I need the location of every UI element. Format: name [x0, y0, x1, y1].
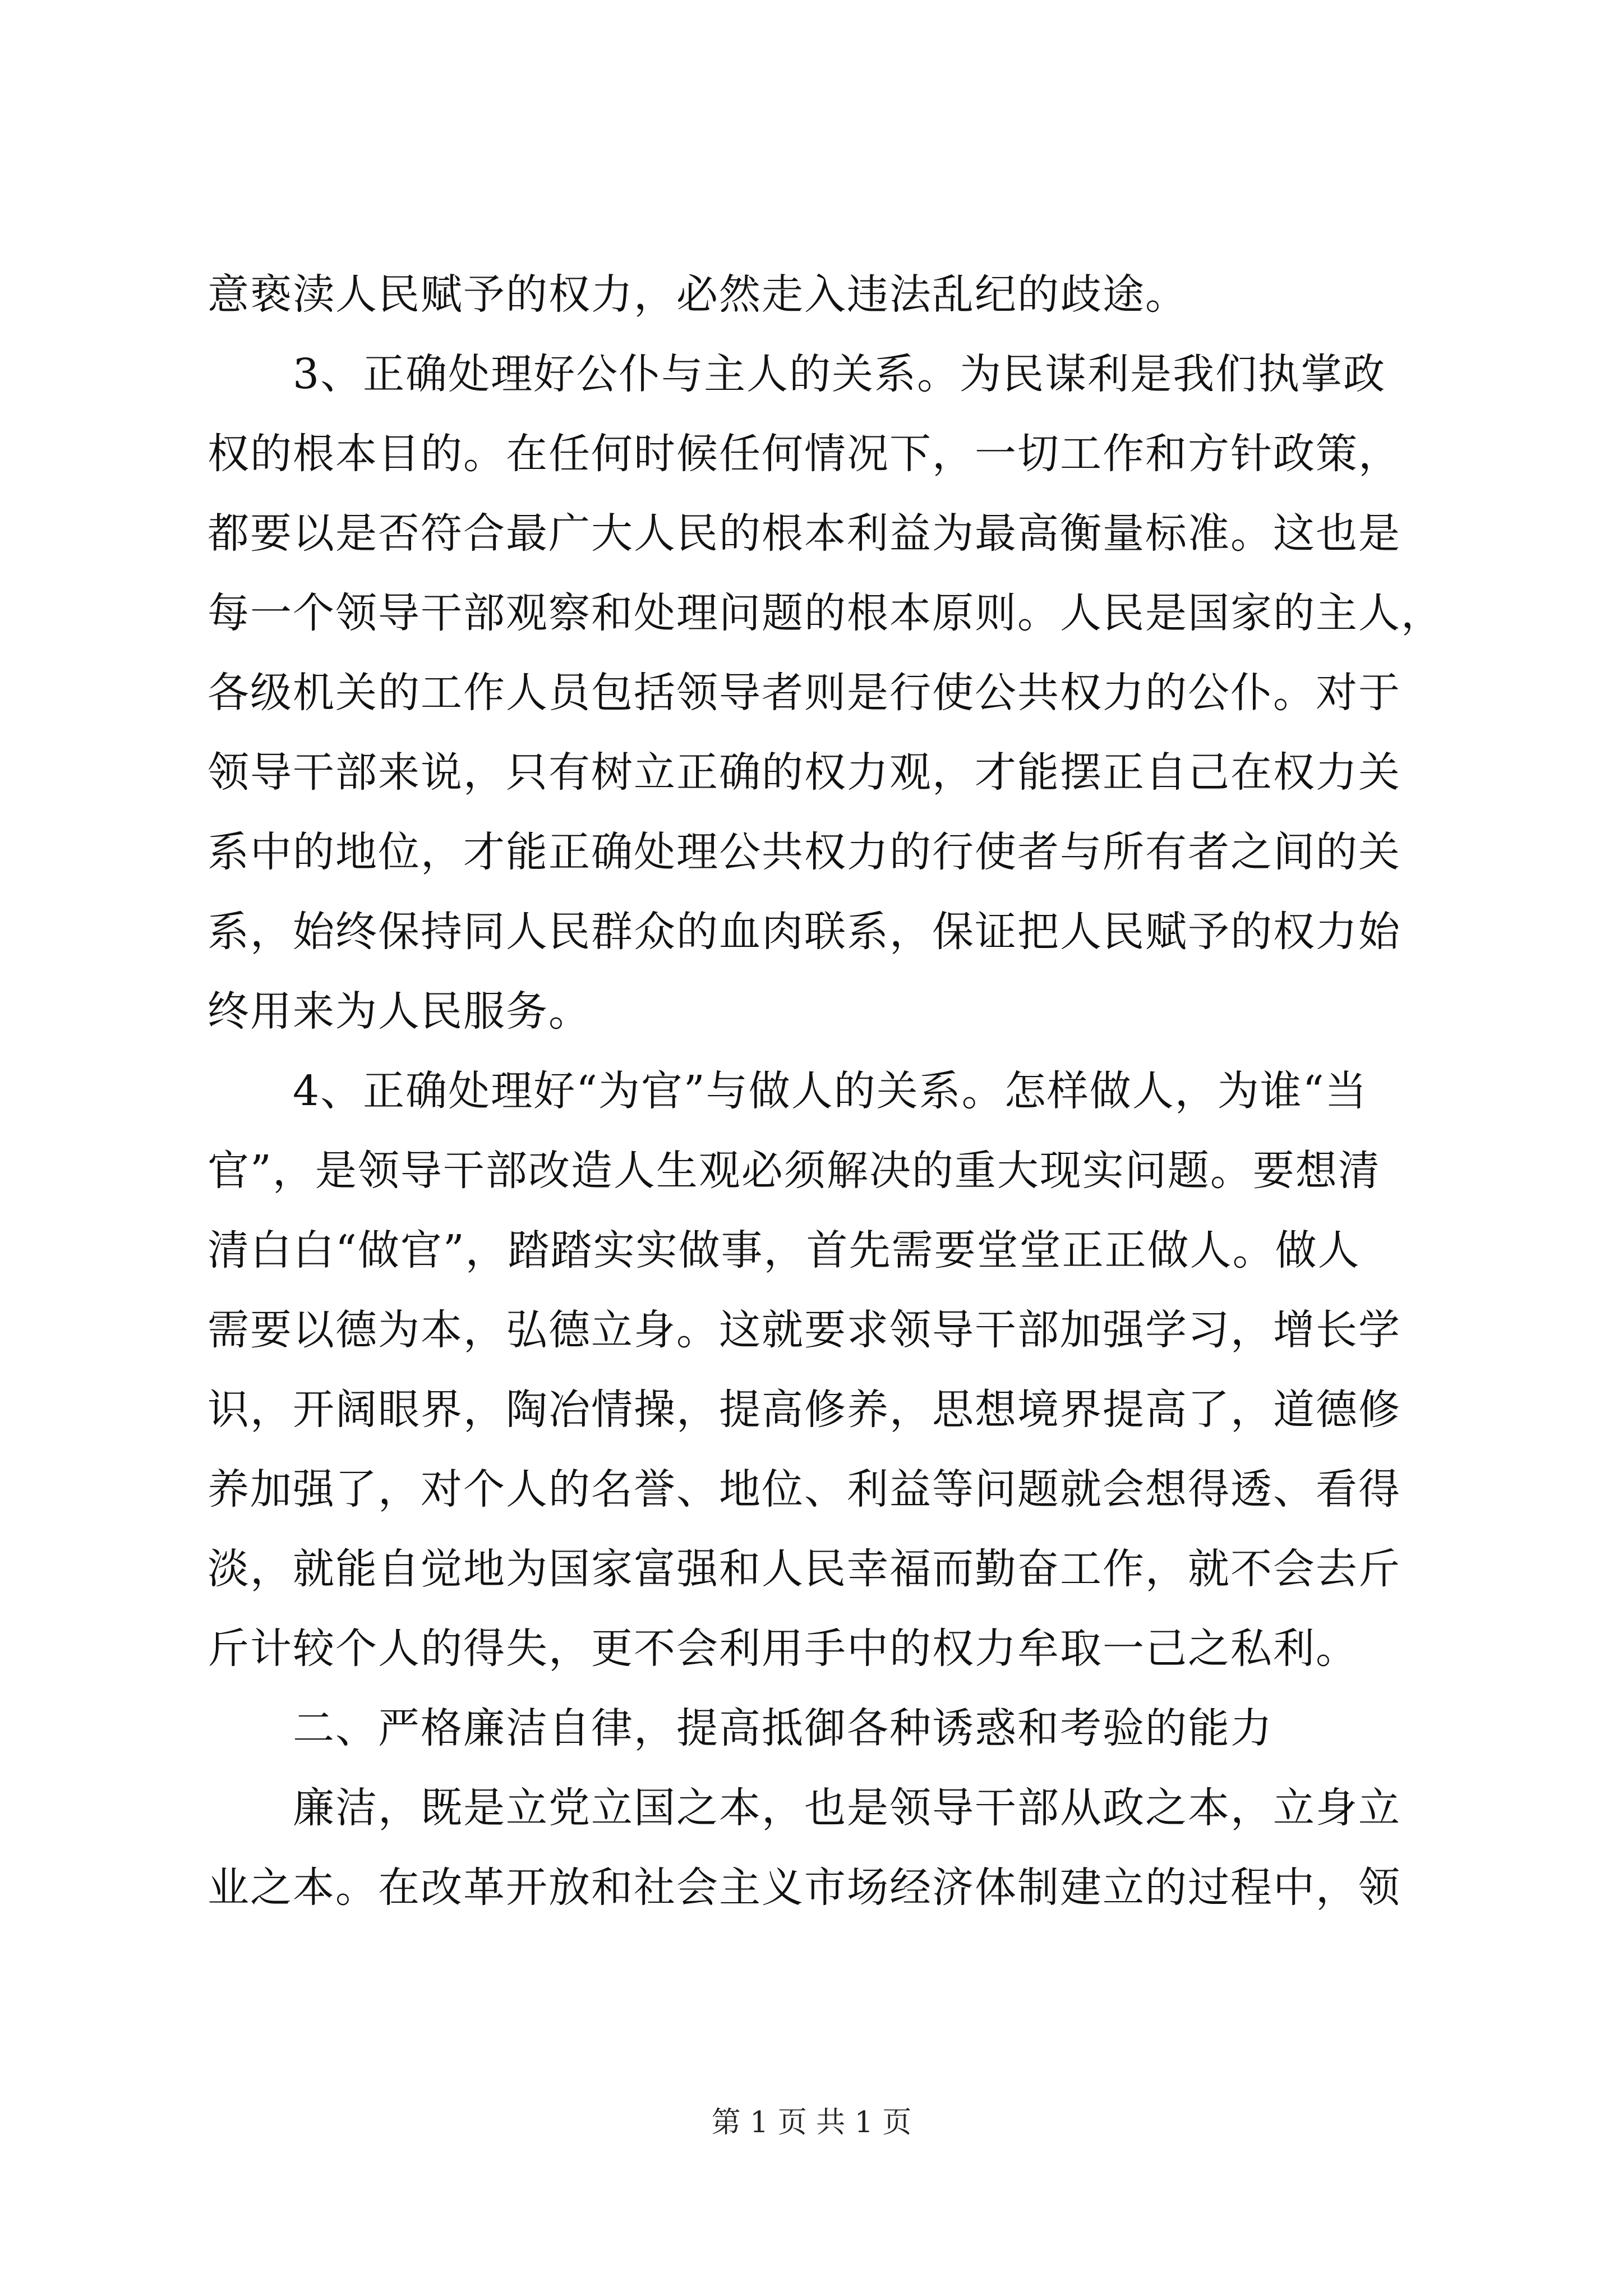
text-line: 淡，就能自觉地为国家富强和人民幸福而勤奋工作，就不会去斤	[208, 1545, 1401, 1593]
text-line: 3、正确处理好公仆与主人的关系。为民谋利是我们执掌政	[208, 350, 1386, 398]
text-line: 系，始终保持同人民群众的血肉联系，保证把人民赋予的权力始	[208, 908, 1401, 956]
text-line: 每一个领导干部观察和处理问题的根本原则。人民是国家的主人，	[208, 589, 1444, 637]
text-line: 廉洁，既是立党立国之本，也是领导干部从政之本，立身立	[208, 1784, 1401, 1832]
text-line: 养加强了，对个人的名誉、地位、利益等问题就会想得透、看得	[208, 1465, 1401, 1513]
text-line: 终用来为人民服务。	[208, 987, 591, 1036]
text-line: 斤计较个人的得失，更不会利用手中的权力牟取一己之私利。	[208, 1625, 1358, 1673]
text-line: 权的根本目的。在任何时候任何情况下，一切工作和方针政策，	[208, 430, 1401, 478]
text-line: 系中的地位，才能正确处理公共权力的行使者与所有者之间的关	[208, 828, 1401, 876]
text-line: 清白白“做官”，踏踏实实做事，首先需要堂堂正正做人。做人	[208, 1226, 1361, 1274]
text-line: 需要以德为本，弘德立身。这就要求领导干部加强学习，增长学	[208, 1306, 1401, 1354]
page-footer: 第 1 页 共 1 页	[711, 2106, 912, 2139]
text-line: 识，开阔眼界，陶冶情操，提高修养，思想境界提高了，道德修	[208, 1386, 1401, 1434]
body-text	[208, 255, 1444, 1927]
text-line: 各级机关的工作人员包括领导者则是行使公共权力的公仆。对于	[208, 669, 1401, 717]
text-line: 意亵渎人民赋予的权力，必然走入违法乱纪的歧途。	[208, 270, 1188, 319]
text-line: 二、严格廉洁自律，提高抵御各种诱惑和考验的能力	[208, 1704, 1273, 1752]
text-line: 官”，是领导干部改造人生观必须解决的重大现实问题。要想清	[208, 1147, 1381, 1195]
text-line: 领导干部来说，只有树立正确的权力观，才能摆正自己在权力关	[208, 748, 1401, 797]
text-line: 业之本。在改革开放和社会主义市场经济体制建立的过程中，领	[208, 1864, 1401, 1912]
text-line: 都要以是否符合最广大人民的根本利益为最高衡量标准。这也是	[208, 509, 1401, 558]
text-line: 4、正确处理好“为官”与做人的关系。怎样做人，为谁“当	[208, 1067, 1368, 1115]
